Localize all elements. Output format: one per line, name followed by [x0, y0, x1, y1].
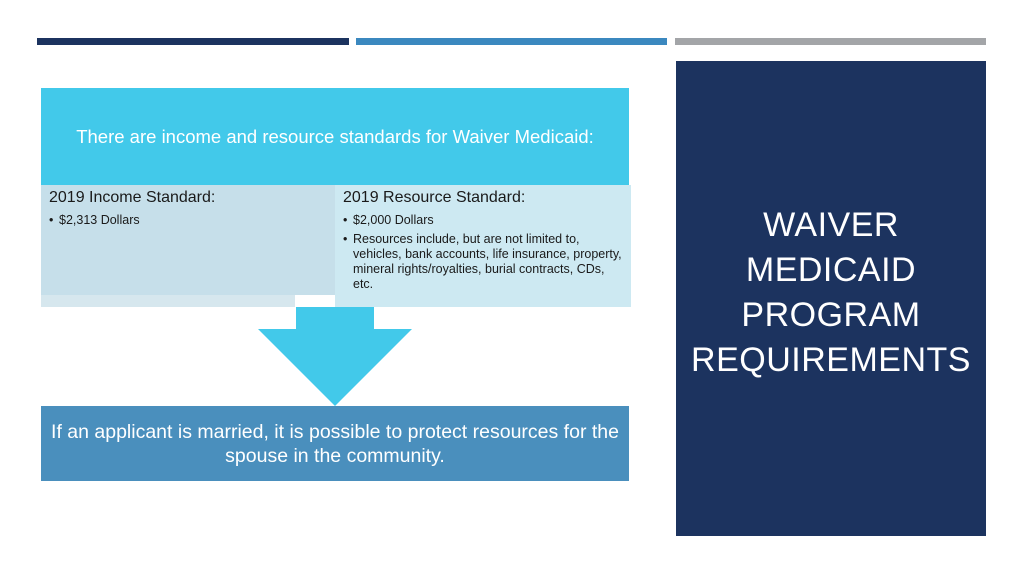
accent-bar-navy	[37, 38, 349, 45]
note-box	[41, 406, 629, 481]
resource-heading: 2019 Resource Standard:	[343, 189, 526, 206]
intro-text: There are income and resource standards for Waiver Medicaid:	[76, 126, 594, 147]
accent-bar-blue	[356, 38, 667, 45]
title-panel	[676, 61, 986, 536]
down-arrow-icon	[258, 329, 412, 406]
income-panel-strip	[41, 295, 295, 307]
income-standard-panel	[41, 185, 335, 295]
resource-standard-panel	[335, 185, 631, 307]
resource-item: • $2,000 Dollars	[343, 213, 623, 228]
resource-list	[343, 213, 623, 292]
income-list	[49, 213, 327, 228]
slide-title: WAIVER MEDICAID PROGRAM REQUIREMENTS	[691, 205, 971, 379]
accent-bar-gray	[675, 38, 986, 45]
note-text: If an applicant is married, it is possible to protect resources for the spouse in the community.	[51, 420, 619, 467]
income-heading: 2019 Income Standard:	[49, 189, 216, 206]
down-arrow-shaft	[296, 307, 374, 329]
resource-item: • Resources include, but are not limited to, vehicles, bank accounts, life insurance, property, mineral rights/royalties, burial contracts, CDs, etc.	[343, 232, 623, 292]
income-item: • $2,313 Dollars	[49, 213, 327, 228]
intro-box	[41, 88, 629, 185]
